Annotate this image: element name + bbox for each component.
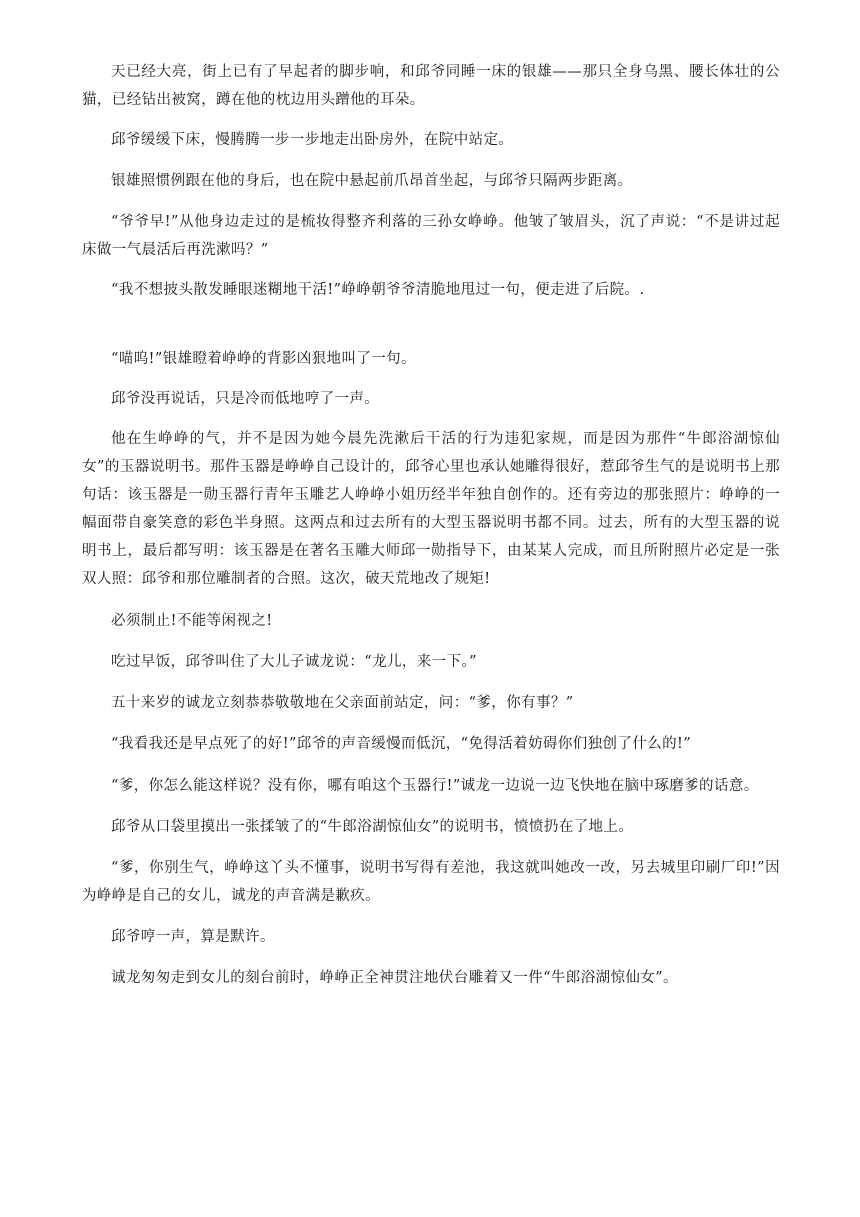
paragraph: 邱爷缓缓下床，慢腾腾一步一步地走出卧房外，在院中站定。: [111, 132, 514, 148]
paragraph: “我不想披头散发睡眼迷糊地干活!”峥峥朝爷爷清脆地甩过一句，便走进了后院。.: [111, 282, 645, 298]
paragraph: 邱爷没再说话，只是冷而低地哼了一声。: [111, 391, 380, 407]
paragraph: 吃过早饭，邱爷叫住了大儿子诚龙说：“龙儿，来一下。”: [111, 654, 477, 670]
paragraph: “爷爷早!”从他身边走过的是梳妆得整齐利落的三孙女峥峥。他皱了皱眉头，沉了声说：“不是讲过起床做一气晨活后再洗漱吗？”: [82, 214, 780, 258]
paragraph: 五十来岁的诚龙立刻恭恭敬敬地在父亲面前站定，问：“爹，你有事？”: [111, 695, 574, 711]
paragraph: 邱爷哼一声，算是默许。: [111, 929, 275, 945]
paragraph: 他在生峥峥的气，并不是因为她今晨先洗漱后干活的行为违犯家规，而是因为那件“牛郎浴湖惊仙女”的玉器说明书。那件玉器是峥峥自己设计的，邱爷心里也承认她雕得很好，惹邱爷生气的是说明书上那句话：该玉器是一勋玉器行青年玉雕艺人峥峥小姐历经半年独自创作的。还有旁边的那张照片：峥峥的一幅面带自豪笑意的彩色半身照。这两点和过去所有的大型玉器说明书都不同。过去，所有的大型玉器的说明书上，最后都写明：该玉器是在著名玉雕大师邱一勋指导下，由某某人完成，而且所附照片必定是一张双人照：邱爷和那位雕制者的合照。这次，破天荒地改了规矩!: [82, 431, 780, 587]
paragraph: 天已经大亮，街上已有了早起者的脚步响，和邱爷同睡一床的银雄——那只全身乌黑、腰长体壮的公猫，已经钻出被窝，蹲在他的枕边用头蹭他的耳朵。: [82, 64, 780, 108]
paragraph: “爹，你怎么能这样说？没有你，哪有咱这个玉器行!”诚龙一边说一边飞快地在脑中琢磨爹的话意。: [111, 778, 759, 794]
paragraph: 必须制止!不能等闲视之!: [111, 613, 273, 629]
paragraph: “我看我还是早点死了的好!”邱爷的声音缓慢而低沉，“免得活着妨碍你们独创了什么的!”: [111, 736, 692, 752]
document-page: [82, 58, 780, 992]
paragraph: 诚龙匆匆走到女儿的刻台前时，峥峥正全神贯注地伏台雕着又一件“牛郎浴湖惊仙女”。: [111, 970, 678, 986]
paragraph: “喵呜!”银雄瞪着峥峥的背影凶狠地叫了一句。: [111, 351, 416, 367]
paragraph: 银雄照惯例跟在他的身后，也在院中悬起前爪昂首坐起，与邱爷只隔两步距离。: [111, 173, 633, 189]
paragraph: “爹，你别生气，峥峥这丫头不懂事，说明书写得有差池，我这就叫她改一改，另去城里印刷厂印!”因为峥峥是自己的女儿，诚龙的声音满是歉疚。: [82, 860, 780, 904]
paragraph: 邱爷从口袋里摸出一张揉皱了的“牛郎浴湖惊仙女”的说明书，愤愤扔在了地上。: [111, 819, 634, 835]
